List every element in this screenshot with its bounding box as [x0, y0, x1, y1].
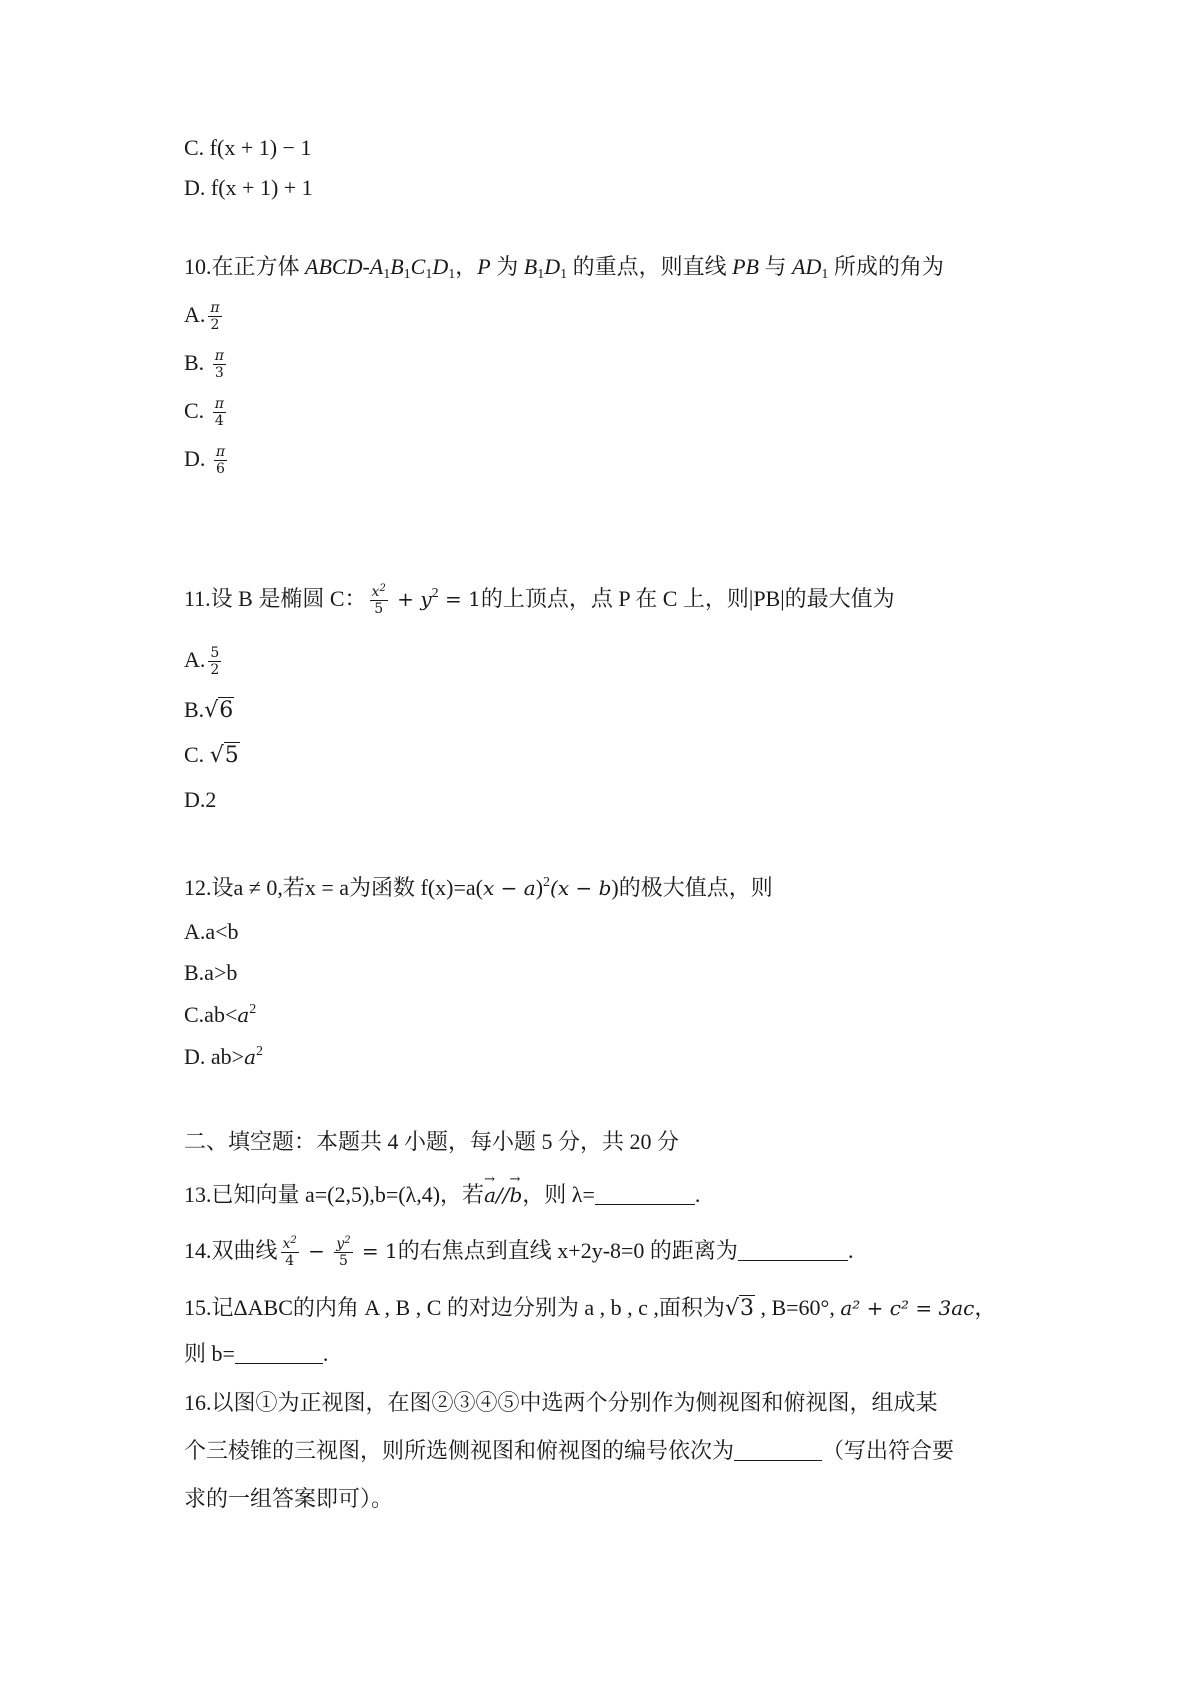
q10-option-d: D. $\frac{\pi}{6}$ [184, 444, 226, 478]
q11-option-b: B.√6 [184, 697, 234, 723]
q14: 14.双曲线 $\frac{x^2}{4}$ − $\frac{y^2}{5}$ = 1的右焦点到直线 x+2y-8=0 的距离为 . [184, 1235, 854, 1270]
q16-line1: 16.以图①为正视图，在图②③④⑤中选两个分别作为侧视图和俯视图，组成某 [184, 1390, 938, 1415]
q11-option-c: C. √5 [184, 742, 239, 768]
q12-option-d: D. $ab>a^2$ [184, 1044, 263, 1069]
q12-option-b: B.a>b [184, 960, 238, 985]
q12-option-a: A.a<b [184, 919, 239, 944]
q16-line2: 个三棱锥的三视图，则所选侧视图和俯视图的编号依次为 （写出符合要 [184, 1438, 955, 1463]
q10-option-c: C. $\frac{\pi}{4}$ [184, 396, 224, 430]
q15-answer-blank[interactable] [235, 1341, 323, 1364]
q9-option-d: D. f(x + 1) + 1 [184, 175, 313, 200]
q15-line1: 15.记ΔABC的内角 A , B , C 的对边分别为 a , b , c ,面积为√3 , B=60°, a² + c² = 3ac， [184, 1295, 997, 1321]
q11-option-a: A. $\frac{5}{2}$ [184, 645, 220, 679]
q9-option-c: C. f(x + 1) − 1 [184, 135, 312, 160]
q16-line3: 求的一组答案即可）。 [184, 1486, 394, 1511]
q10-stem: 10.在正方体 ABCD-$A_1B_1C_1D_1$，P 为 $B_1D_1$ 的重点，则直线 PB 与 $AD_1$ 所成的角为 [184, 254, 944, 282]
q10-option-a: A. $\frac{\pi}{2}$ [184, 300, 220, 334]
q16-answer-blank[interactable] [734, 1438, 822, 1461]
q14-answer-blank[interactable] [738, 1238, 848, 1261]
q11-option-d: D.2 [184, 787, 217, 812]
q10-option-b: B. $\frac{\pi}{3}$ [184, 348, 224, 382]
q12-option-c: $C.ab<a^2$ [184, 1002, 257, 1027]
q12-stem: 12.设a ≠ 0,若x = a为函数 $f(x)=a(x - a)^2(x - b)$的极大值点，则 [184, 875, 773, 900]
q13: 13.已知向量 a=(2,5),b=(λ,4)，若→ a//→ b，则 λ= . [184, 1180, 700, 1210]
section-heading: 二、填空题：本题共 4 小题，每小题 5 分，共 20 分 [184, 1129, 680, 1154]
q11-stem: 11.设 B 是椭圆 C： $\frac{x^2}{5}$ + $y^2 = 1$的上顶点，点 P 在 C 上，则|PB|的最大值为 [184, 583, 895, 618]
q13-answer-blank[interactable] [595, 1182, 695, 1205]
q15-line2: 则 b= . [184, 1341, 329, 1366]
